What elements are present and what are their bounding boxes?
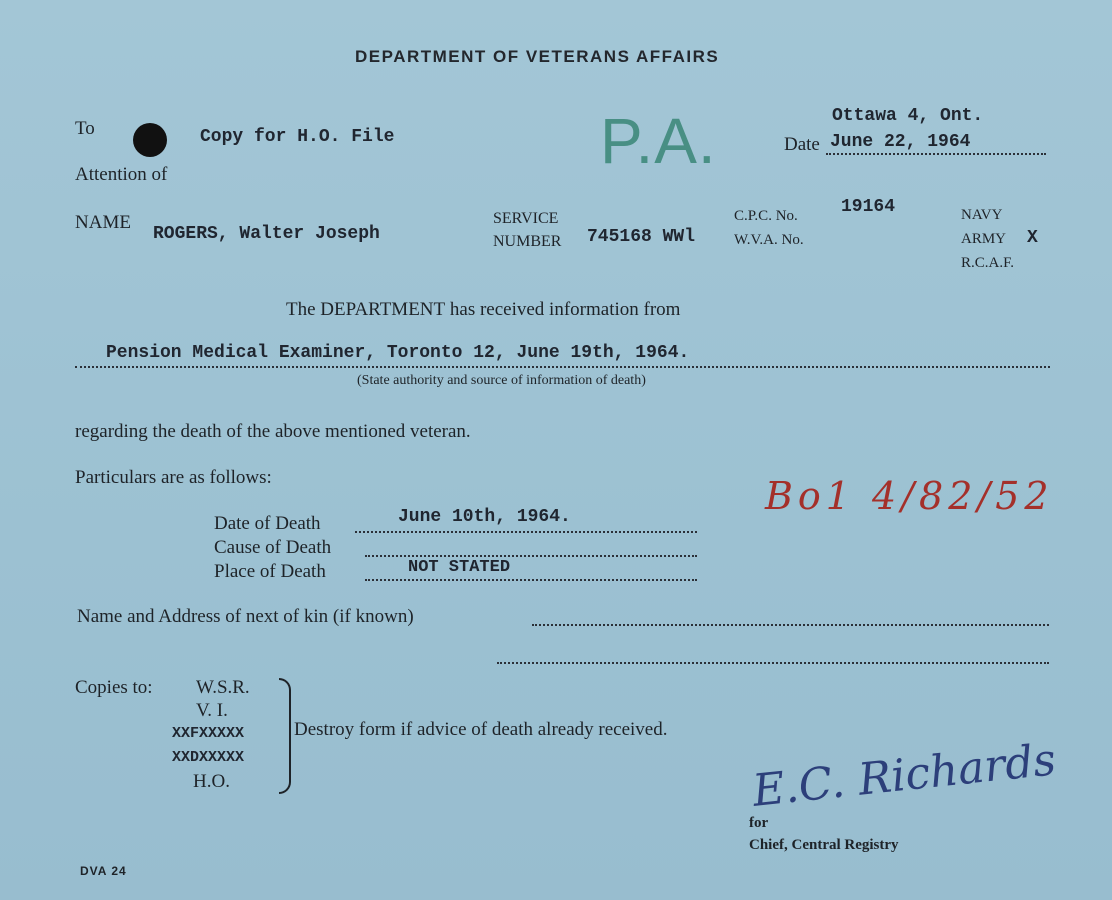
pa-stamp: P.A. <box>600 105 717 177</box>
handwritten-reference: Bo1 4/82/52 <box>765 474 1054 518</box>
service-label-2: NUMBER <box>493 233 562 250</box>
date-label: Date <box>784 134 820 155</box>
copies-brace <box>279 678 291 794</box>
branch-rcaf: R.C.A.F. <box>961 255 1014 271</box>
date-of-death-label: Date of Death <box>214 513 321 534</box>
kin-line-1 <box>532 624 1049 626</box>
kin-label: Name and Address of next of kin (if known) <box>77 606 414 627</box>
branch-army: ARMY <box>961 231 1007 247</box>
department-title: DEPARTMENT OF VETERANS AFFAIRS <box>355 47 720 66</box>
attention-label: Attention of <box>75 164 168 185</box>
copies-label: Copies to: <box>75 677 153 698</box>
branch-navy: NAVY <box>961 207 1003 223</box>
regarding-text: regarding the death of the above mentioned veteran. <box>75 421 471 442</box>
copies-item-vi: V. I. <box>196 700 228 721</box>
name-label: NAME <box>75 212 131 233</box>
name-value: ROGERS, Walter Joseph <box>153 224 380 244</box>
army-mark: X <box>1027 228 1038 248</box>
wva-label: W.V.A. No. <box>734 232 804 248</box>
cpc-label: C.P.C. No. <box>734 208 798 224</box>
source-line <box>75 366 1050 368</box>
received-dept: DEPARTMENT <box>320 299 446 320</box>
place-of-death-value: NOT STATED <box>408 558 511 577</box>
date-of-death-line <box>355 531 697 533</box>
particulars-heading: Particulars are as follows: <box>75 467 272 488</box>
kin-line-2 <box>497 662 1049 664</box>
place-of-death-label: Place of Death <box>214 561 326 582</box>
cause-of-death-label: Cause of Death <box>214 537 332 558</box>
destroy-note: Destroy form if advice of death already received. <box>294 719 668 740</box>
received-suffix: has received information from <box>445 299 681 320</box>
date-of-death-value: June 10th, 1964. <box>398 507 571 527</box>
date-line <box>826 153 1046 155</box>
city: Ottawa 4, Ont. <box>832 106 984 126</box>
service-number: 745168 WWl <box>587 227 696 247</box>
punch-hole <box>133 123 167 157</box>
copies-item-struck-2: XXDXXXXX <box>172 749 245 766</box>
form-code: DVA 24 <box>80 864 127 878</box>
copies-item-struck-1: XXFXXXXX <box>172 725 245 742</box>
received-prefix: The <box>286 299 321 320</box>
service-label-1: SERVICE <box>493 210 559 227</box>
copies-item-wsr: W.S.R. <box>196 677 250 698</box>
signature-title: Chief, Central Registry <box>749 837 899 853</box>
copies-item-ho: H.O. <box>193 771 230 792</box>
received-line <box>286 299 680 321</box>
to-value: Copy for H.O. File <box>200 127 395 147</box>
source-caption: (State authority and source of information of death) <box>357 373 646 388</box>
signature-for: for <box>749 815 769 831</box>
cause-of-death-line <box>365 555 697 557</box>
date-value: June 22, 1964 <box>830 132 971 152</box>
cpc-value: 19164 <box>841 197 896 217</box>
signature: E.C. Richards <box>750 734 1059 817</box>
to-label: To <box>75 118 95 139</box>
place-of-death-line <box>365 579 697 581</box>
source-value: Pension Medical Examiner, Toronto 12, June 19th, 1964. <box>106 343 690 363</box>
